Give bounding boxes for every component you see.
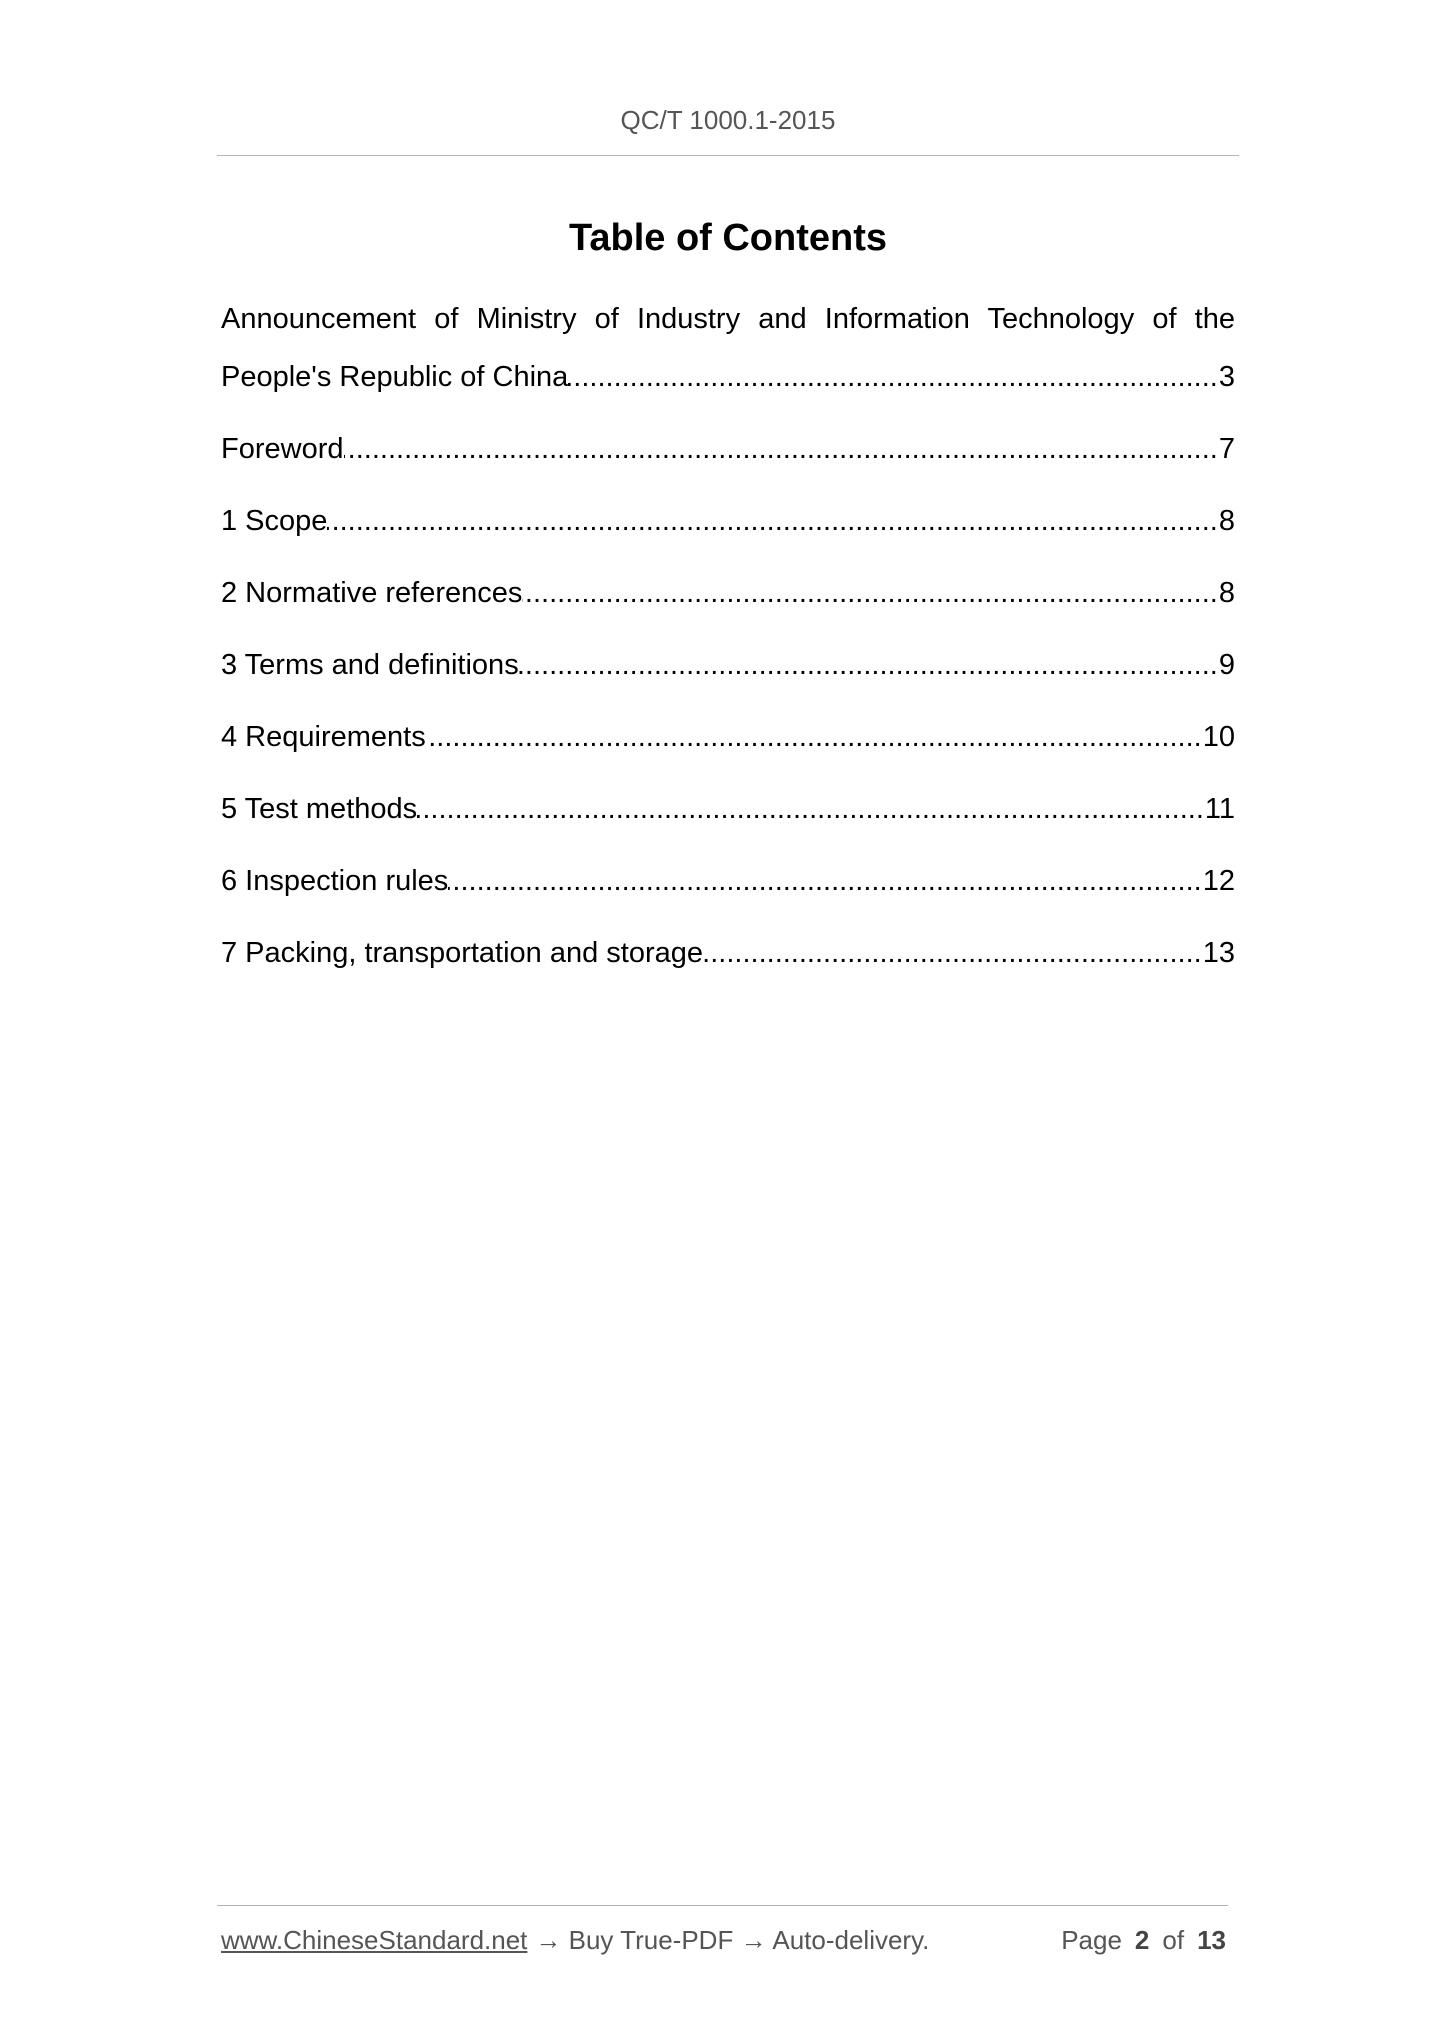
- toc-entry-label: 6 Inspection rules: [221, 865, 449, 897]
- dot-leader: [568, 348, 1218, 406]
- page-label: Page: [1061, 1925, 1122, 1955]
- header-divider: [217, 155, 1239, 156]
- table-of-contents: [221, 290, 1235, 996]
- toc-entry-label: 2 Normative references: [221, 577, 523, 609]
- dot-leader: [417, 780, 1204, 838]
- toc-entry-label: 4 Requirements: [221, 721, 426, 753]
- of-label: of: [1162, 1925, 1185, 1955]
- toc-entry-terms-and-definitions[interactable]: [221, 636, 1235, 694]
- toc-entry-row: [221, 348, 1235, 406]
- dot-leader: [703, 924, 1202, 982]
- toc-entry-normative-references[interactable]: [221, 564, 1235, 622]
- page-counter: [1061, 1924, 1226, 1956]
- total-page-count: 13: [1197, 1925, 1226, 1955]
- toc-entry-page-number: 10: [1202, 721, 1235, 753]
- toc-entry-requirements[interactable]: [221, 708, 1235, 766]
- toc-entry-scope[interactable]: [221, 492, 1235, 550]
- toc-entry-page-number: 12: [1202, 865, 1235, 897]
- toc-entry-label: 1 Scope: [221, 505, 328, 537]
- toc-entry-page-number: 7: [1218, 433, 1235, 465]
- toc-entry-foreword[interactable]: [221, 420, 1235, 478]
- dot-leader: [448, 852, 1201, 910]
- dot-leader: [426, 708, 1202, 766]
- toc-entry-label: 3 Terms and definitions: [221, 649, 519, 681]
- current-page-number: 2: [1134, 1925, 1150, 1955]
- toc-entry-page-number: 13: [1202, 937, 1235, 969]
- page-title: Table of Contents: [568, 217, 888, 259]
- toc-entry-label: Foreword: [221, 433, 344, 465]
- toc-entry-page-number: 8: [1218, 505, 1235, 537]
- footer-divider: [217, 1905, 1228, 1906]
- toc-entry-label: 7 Packing, transportation and storage: [221, 937, 704, 969]
- document-code-header: QC/T 1000.1-2015: [620, 105, 836, 135]
- toc-entry-label-line-2: People's Republic of China: [221, 361, 569, 393]
- dot-leader: [327, 492, 1217, 550]
- toc-entry-page-number: 8: [1218, 577, 1235, 609]
- toc-entry-label: 5 Test methods: [221, 793, 418, 825]
- footer-promo: [221, 1924, 929, 1956]
- toc-entry-inspection-rules[interactable]: [221, 852, 1235, 910]
- dot-leader: [519, 636, 1218, 694]
- site-link[interactable]: www.ChineseStandard.net: [221, 1925, 528, 1955]
- toc-entry-page-number: 9: [1218, 649, 1235, 681]
- toc-entry-announcement[interactable]: [221, 290, 1235, 406]
- toc-entry-page-number: 11: [1204, 793, 1235, 825]
- toc-entry-page-number: 3: [1218, 361, 1235, 393]
- dot-leader: [344, 420, 1218, 478]
- dot-leader: [522, 564, 1217, 622]
- footer-tagline: → Buy True-PDF → Auto-delivery.: [535, 1925, 930, 1955]
- toc-entry-label-line-1: Announcement of Ministry of Industry and Information Technology of the: [221, 303, 1235, 335]
- toc-entry-packing-transportation-storage[interactable]: [221, 924, 1235, 982]
- page-footer: [221, 1924, 1226, 1956]
- toc-entry-test-methods[interactable]: [221, 780, 1235, 838]
